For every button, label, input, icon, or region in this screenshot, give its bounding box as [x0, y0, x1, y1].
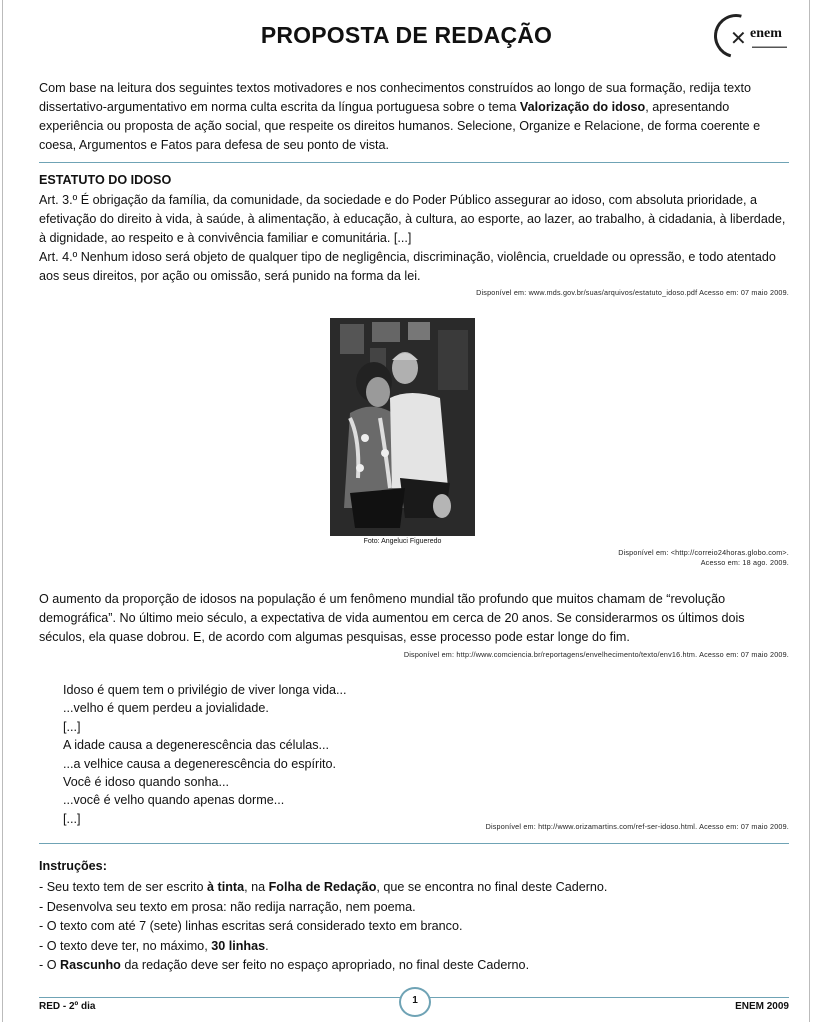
- poem-line: Você é idoso quando sonha...: [63, 775, 229, 790]
- poem-line: ...a velhice causa a degenerescência do espírito.: [63, 756, 337, 771]
- instruction-text: - O texto deve ter, no máximo,: [39, 938, 212, 953]
- logo-figure-icon: ✕: [730, 28, 747, 50]
- instruction-text: - Seu texto tem de ser escrito: [39, 880, 207, 894]
- instruction-bold: à tinta: [207, 880, 245, 894]
- poem-line: Idoso é quem tem o privilégio de viver longa vida...: [63, 683, 347, 697]
- instruction-item: - Desenvolva seu texto em prosa: não redija narração, nem poema.: [39, 899, 416, 914]
- poem-line: ...você é velho quando apenas dorme...: [63, 793, 285, 808]
- intro-theme: Valorização do idoso: [519, 100, 646, 114]
- instruction-text: da redação deve ser feito no espaço apropriado, no final deste Caderno.: [120, 958, 530, 973]
- estatuto-source: Disponível em: www.mds.gov.br/suas/arquivos/estatuto_idoso.pdf Acesso em: 07 maio 2009.: [476, 288, 789, 297]
- photo-source-line1: Disponível em: <http://correio24horas.globo.com>.: [618, 548, 789, 557]
- instruction-item: [39, 937, 607, 957]
- instruction-text: - O: [39, 958, 60, 973]
- enem-logo: [712, 12, 792, 58]
- text3-source: Disponível em: http://www.comciencia.br/reportagens/envelhecimento/texto/env16.htm. Acesso em: 07 maio 2009.: [403, 650, 789, 659]
- instruction-item: - O texto com até 7 (sete) linhas escritas será considerado texto em branco.: [39, 919, 463, 934]
- intro-text-2: , apresentando experiência ou proposta de ação social, que respeite os direitos humanos. Selecione, Organize e Relacione, de forma coerente e coesa, Argumentos e Fatos para defesa de seu ponto de vista.: [39, 100, 761, 152]
- instruction-text: , que se encontra no final deste Caderno.: [376, 880, 608, 894]
- instruction-text: , na: [244, 880, 269, 894]
- poem-source: Disponível em: http://www.orizamartins.com/ref-ser-idoso.html. Acesso em: 07 maio 2009.: [485, 822, 789, 831]
- intro-text-1: Com base na leitura dos seguintes textos motivadores e nos conhecimentos construídos ao longo de sua formação, redija texto dissertativo-argumentativo em norma culta escrita da língua portuguesa sobre o tema: [39, 81, 751, 114]
- poem-line: A idade causa a degenerescência das células...: [63, 738, 330, 753]
- instruction-bold: 30 linhas: [211, 938, 266, 953]
- poem-line: ...velho é quem perdeu a jovialidade.: [63, 701, 269, 716]
- estatuto-art3: Art. 3.º É obrigação da família, da comunidade, da sociedade e do Poder Público assegurar ao idoso, com absoluta prioridade, a efetivação do direito à vida, à saúde, à alimentação, à educação, à cultura, ao esporte, ao lazer, ao trabalho, à cidadania, à liberdade, à dignidade, ao respeito e à convivência familiar e comunitária. [...]: [39, 193, 786, 245]
- logo-word: enem: [750, 26, 782, 41]
- photo-illustration: [330, 318, 475, 536]
- instruction-bold: Folha de Redação: [268, 880, 377, 894]
- elderly-couple-photo: [330, 318, 475, 536]
- divider: [39, 843, 789, 844]
- poem: [63, 681, 347, 828]
- instruction-item: [39, 878, 607, 898]
- instructions-list: [39, 878, 607, 976]
- estatuto-art4: Art. 4.º Nenhum idoso será objeto de qualquer tipo de negligência, discriminação, violência, crueldade ou opressão, e todo atentado aos seus direitos, por ação ou omissão, será punido na forma da lei.: [39, 250, 776, 283]
- page-number: 1: [399, 987, 431, 1017]
- footer-left: RED - 2º dia: [39, 1001, 96, 1012]
- estatuto-heading: ESTATUTO DO IDOSO: [39, 173, 172, 187]
- photo-source-line2: Acesso em: 18 ago. 2009.: [700, 558, 789, 567]
- photo-caption: Foto: Angeluci Figueredo: [363, 538, 442, 545]
- intro-paragraph: [39, 79, 791, 155]
- poem-line: [...]: [63, 719, 81, 734]
- instruction-bold: Rascunho: [60, 958, 121, 973]
- footer-right: ENEM 2009: [735, 1001, 789, 1012]
- page-title: PROPOSTA DE REDAÇÃO: [260, 22, 553, 48]
- poem-line: [...]: [63, 811, 81, 826]
- instruction-item: [39, 956, 607, 976]
- instructions-title: Instruções:: [39, 859, 107, 873]
- instruction-text: .: [265, 938, 269, 953]
- text3-paragraph: O aumento da proporção de idosos na população é um fenômeno mundial tão profundo que muitos chamam de “revolução demográfica”. No último meio século, a expectativa de vida aumentou em cerca de 20 anos. Se considerarmos os últimos dois séculos, ela quase dobrou. E, de acordo com algumas pesquisas, esse processo pode estar longe do fim.: [39, 592, 745, 644]
- logo-subtitle-icon: ▬▬▬▬▬▬▬: [752, 44, 787, 50]
- divider: [39, 162, 789, 163]
